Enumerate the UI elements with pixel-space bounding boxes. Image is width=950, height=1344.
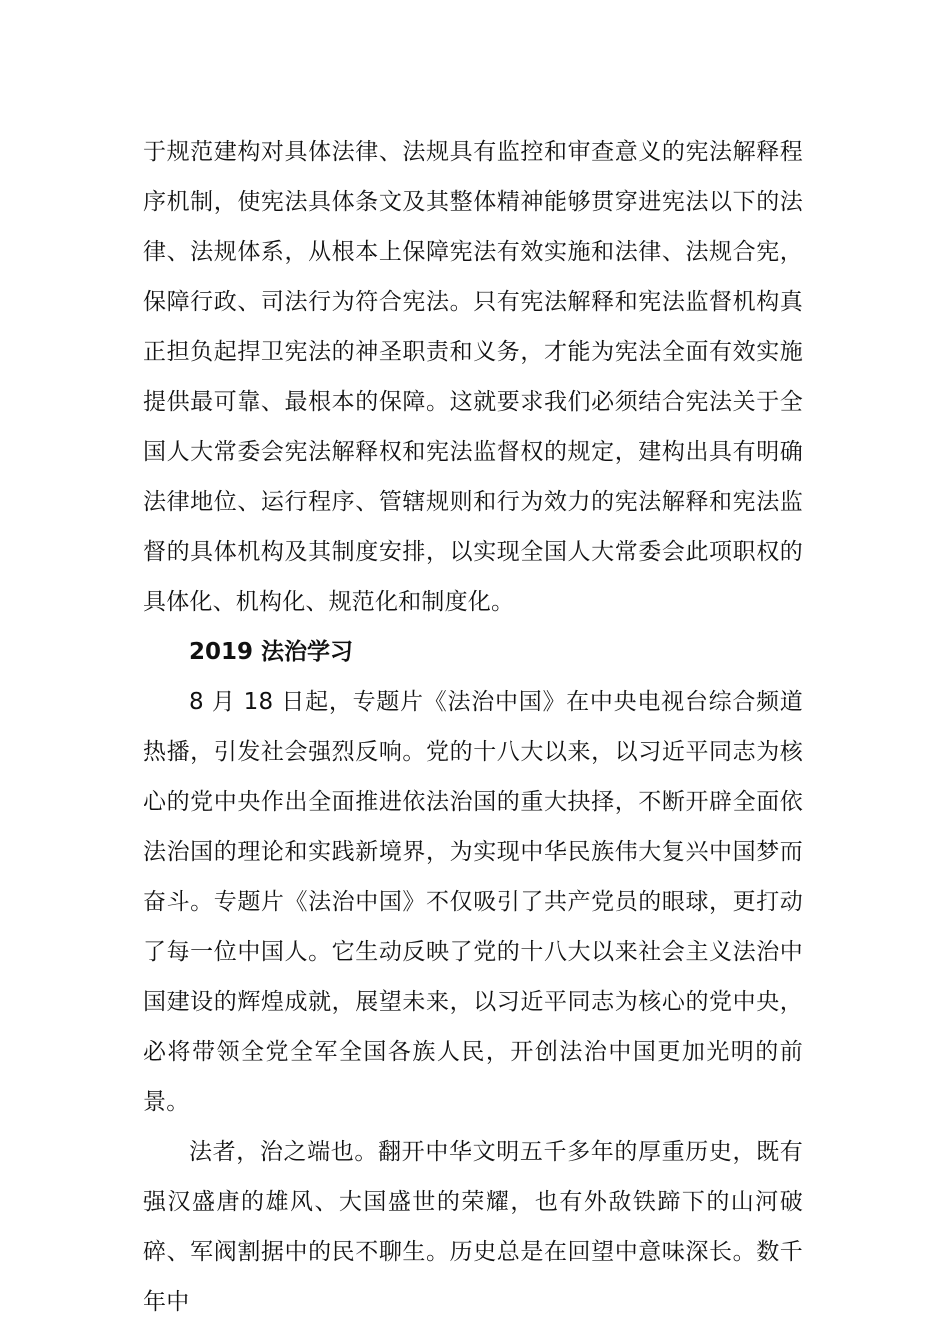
paragraph-continuation: 于规范建构对具体法律、法规具有监控和审查意义的宪法解释程序机制，使宪法具体条文及其整体精神能够贯穿进宪法以下的法律、法规体系，从根本上保障宪法有效实施和法律、法规合宪，保障行政、司法行为符合宪法。只有宪法解释和宪法监督机构真正担负起捍卫宪法的神圣职责和义务，才能为宪法全面有效实施提供最可靠、最根本的保障。这就要求我们必须结合宪法关于全国人大常委会宪法解释权和宪法监督权的规定，建构出具有明确法律地位、运行程序、管辖规则和行为效力的宪法解释和宪法监督的具体机构及其制度安排，以实现全国人大常委会此项职权的具体化、机构化、规范化和制度化。 — [143, 139, 803, 615]
paragraph-intro: 8 月 18 日起，专题片《法治中国》在中央电视台综合频道热播，引发社会强烈反响。党的十八大以来，以习近平同志为核心的党中央作出全面推进依法治国的重大抉择，不断开辟全面依法治国的理论和实践新境界，为实现中华民族伟大复兴中国梦而奋斗。专题片《法治中国》不仅吸引了共产党员的眼球，更打动了每一位中国人。它生动反映了党的十八大以来社会主义法治中国建设的辉煌成就，展望未来，以习近平同志为核心的党中央，必将带领全党全军全国各族人民，开创法治中国更加光明的前景。 — [143, 689, 803, 1115]
section-heading: 2019 法治学习 — [189, 639, 354, 665]
paragraph-history: 法者，治之端也。翻开中华文明五千多年的厚重历史，既有强汉盛唐的雄风、大国盛世的荣耀，也有外敌铁蹄下的山河破碎、军阀割据中的民不聊生。历史总是在回望中意味深长。数千年中 — [143, 1139, 803, 1315]
document-body — [143, 127, 803, 1327]
